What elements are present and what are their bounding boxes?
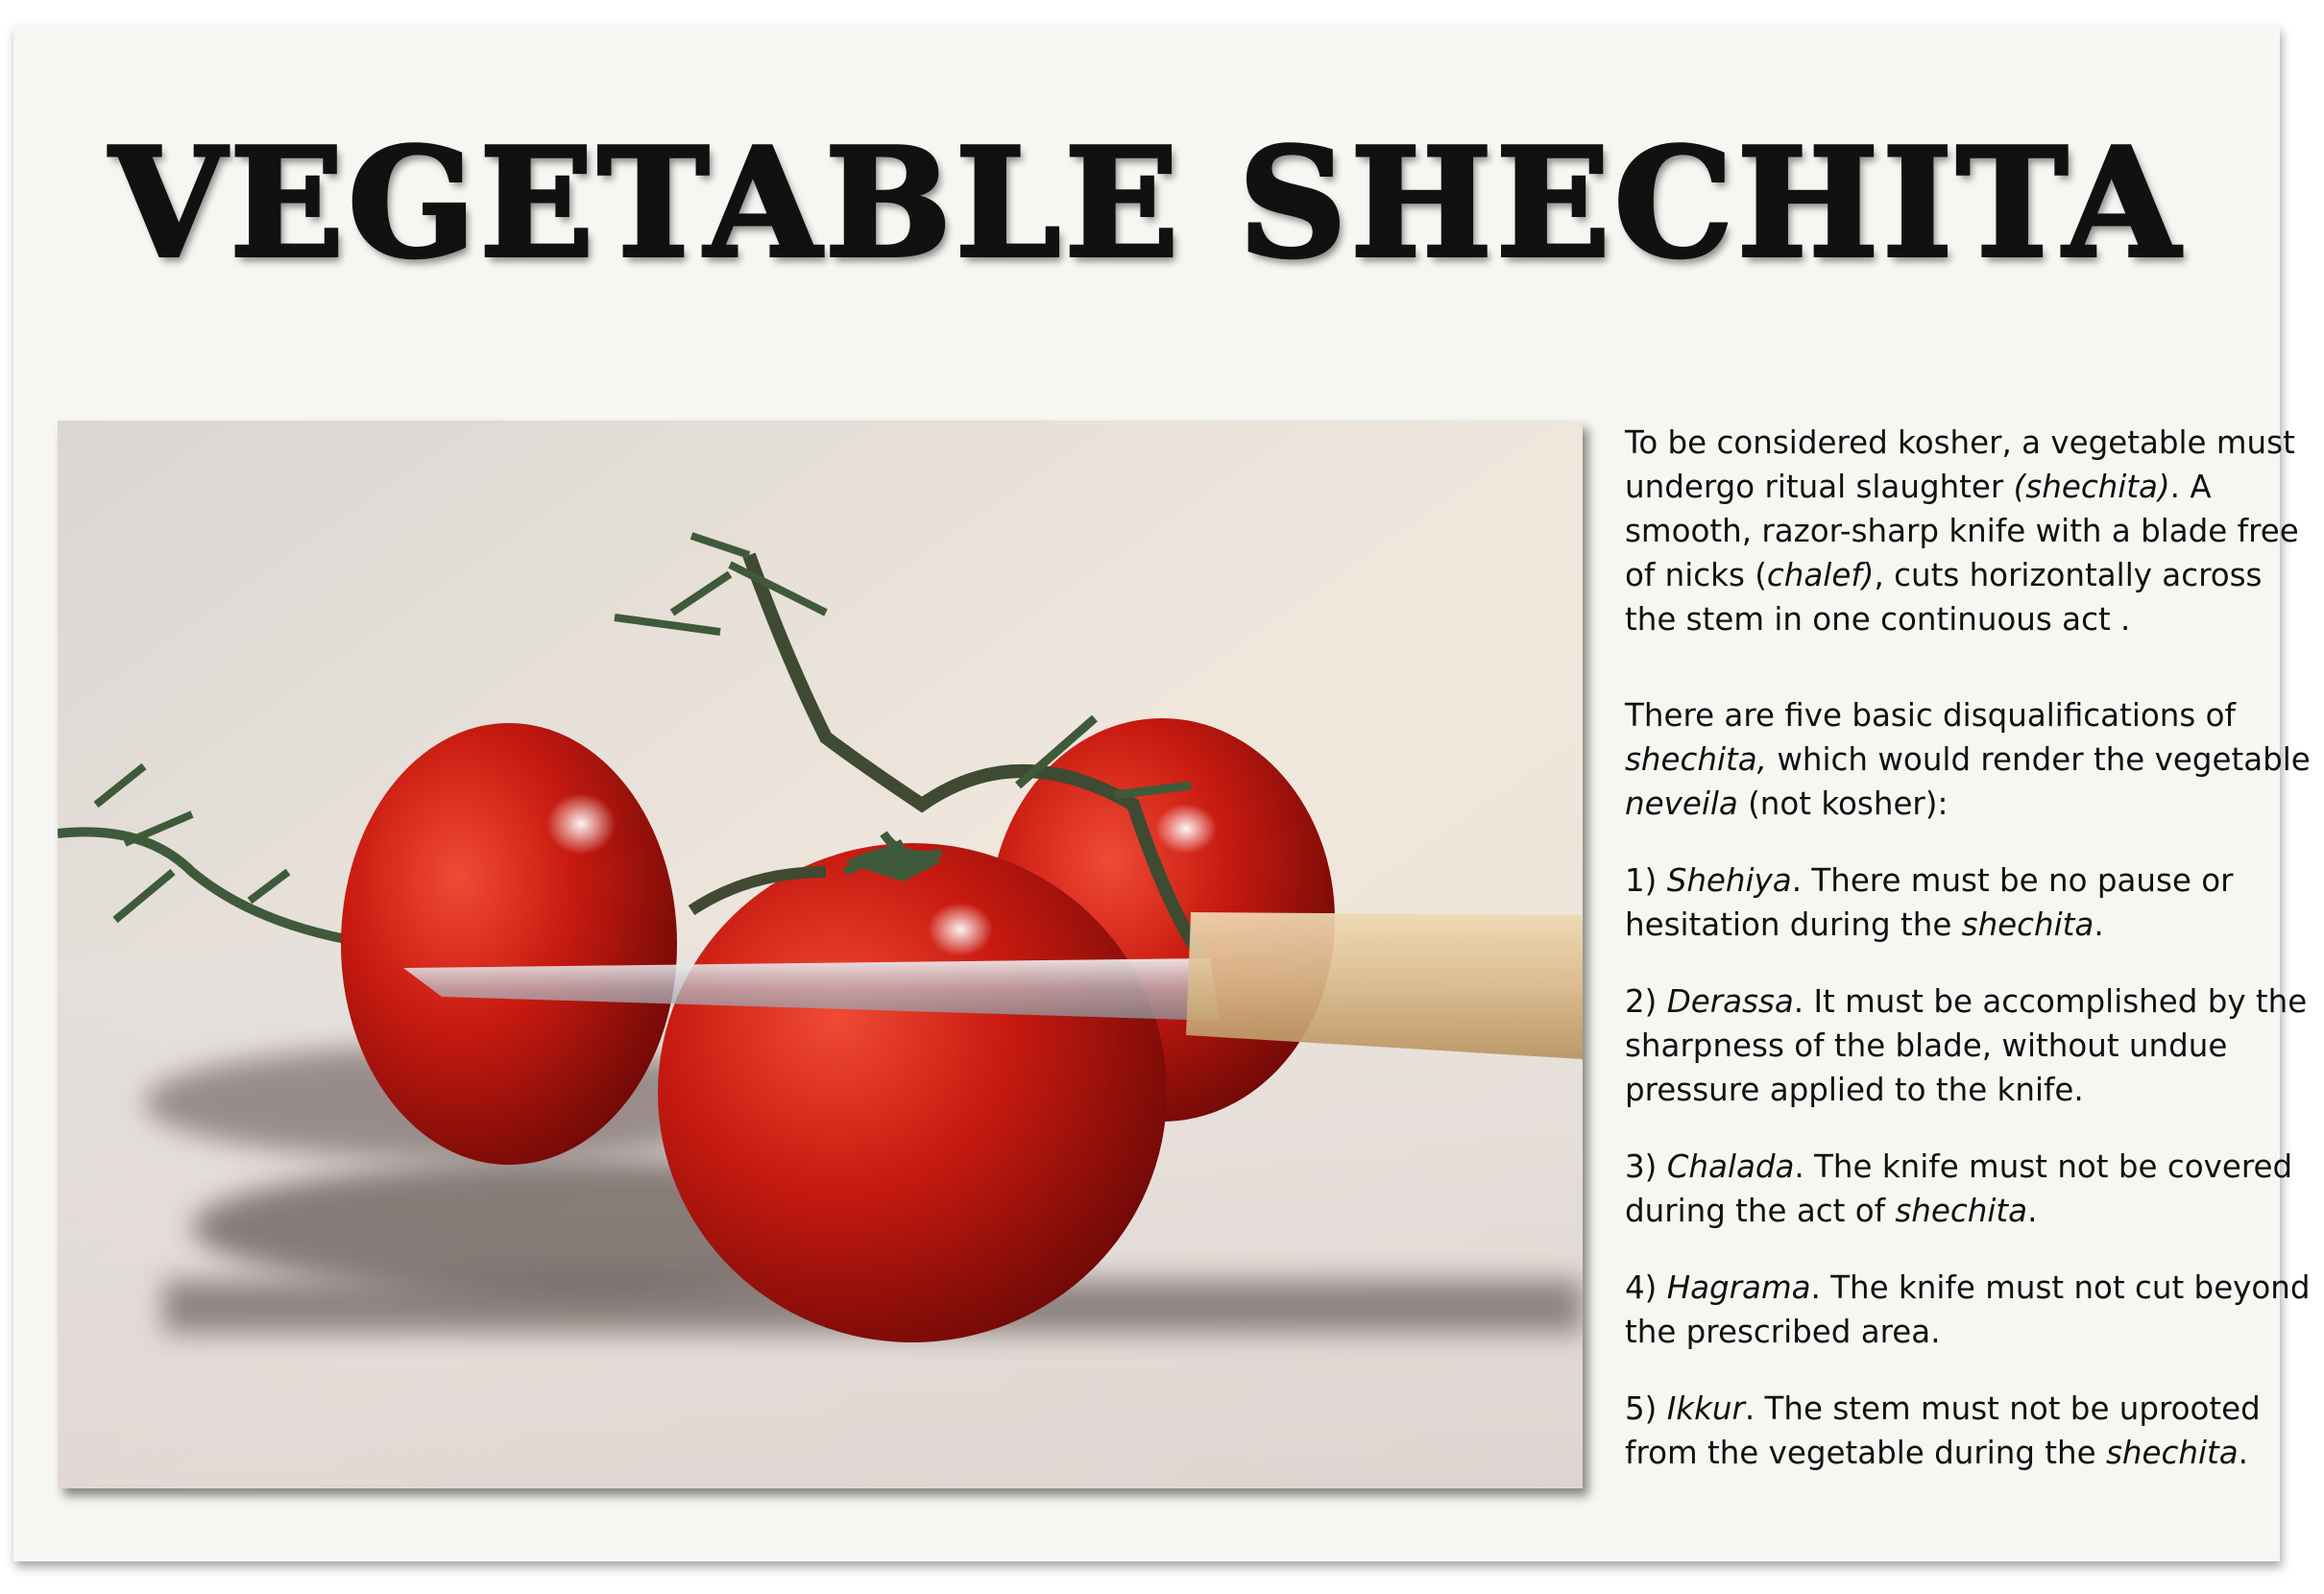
rule-term: Hagrama xyxy=(1666,1269,1811,1306)
rule-emphasis: shechita xyxy=(1895,1193,2028,1229)
disq-term-shechita: shechita, xyxy=(1625,741,1768,778)
rule-end: . xyxy=(2238,1435,2249,1471)
rule-5 xyxy=(1625,1387,2316,1475)
rule-end: . xyxy=(2094,906,2104,943)
rule-text: . The knife must not be covered during the act of xyxy=(1625,1148,2293,1229)
poster-card xyxy=(13,25,2311,1561)
rule-emphasis: shechita xyxy=(2105,1435,2239,1471)
disq-term-neveila: neveila xyxy=(1625,785,1738,822)
rule-3 xyxy=(1625,1145,2316,1233)
intro-text: To be considered kosher, a vegetable must undergo ritual slaughter xyxy=(1625,424,2295,505)
description-column xyxy=(1625,421,2316,1508)
rule-end: . xyxy=(2027,1193,2038,1229)
disq-text: There are five basic disqualifications of xyxy=(1625,697,2236,734)
rule-emphasis: shechita xyxy=(1961,906,2094,943)
rule-text: . It must be accomplished by the sharpness of the blade, without undue pressure applied to the knife. xyxy=(1625,983,2308,1108)
rule-term: Derassa xyxy=(1666,983,1794,1020)
rule-term: Chalada xyxy=(1666,1148,1795,1185)
disqualifications-paragraph xyxy=(1625,693,2316,826)
rule-4 xyxy=(1625,1266,2316,1354)
tomato-photo xyxy=(58,421,1583,1488)
rule-text: . There must be no pause or hesitation during the xyxy=(1625,862,2234,943)
rule-text: . The stem must not be uprooted from the vegetable during the xyxy=(1625,1390,2261,1471)
rule-2 xyxy=(1625,979,2316,1112)
disq-text-2: which would render the vegetable xyxy=(1767,741,2311,778)
intro-text-2: . A smooth, razor-sharp knife with a blade free of nicks ( xyxy=(1625,469,2299,593)
tomatoes-and-knife-icon xyxy=(58,421,1583,1488)
intro-term-chalef: chalef) xyxy=(1766,557,1875,593)
rule-number: 1) xyxy=(1625,862,1667,899)
intro-text-3: , cuts horizontally across the stem in one continuous act . xyxy=(1625,557,2263,638)
disq-text-3: (not kosher): xyxy=(1737,785,1949,822)
rule-term: Shehiya xyxy=(1666,862,1792,899)
poster-title: VEGETABLE SHECHITA xyxy=(109,115,2184,291)
intro-term-shechita: (shechita) xyxy=(2013,469,2170,505)
rule-number: 2) xyxy=(1625,983,1667,1020)
rule-number: 3) xyxy=(1625,1148,1667,1185)
intro-paragraph xyxy=(1625,421,2316,641)
rule-term: Ikkur xyxy=(1666,1390,1745,1427)
rule-number: 4) xyxy=(1625,1269,1667,1306)
rule-text: . The knife must not cut beyond the prescribed area. xyxy=(1625,1269,2311,1350)
rule-1 xyxy=(1625,858,2316,947)
rule-number: 5) xyxy=(1625,1390,1667,1427)
